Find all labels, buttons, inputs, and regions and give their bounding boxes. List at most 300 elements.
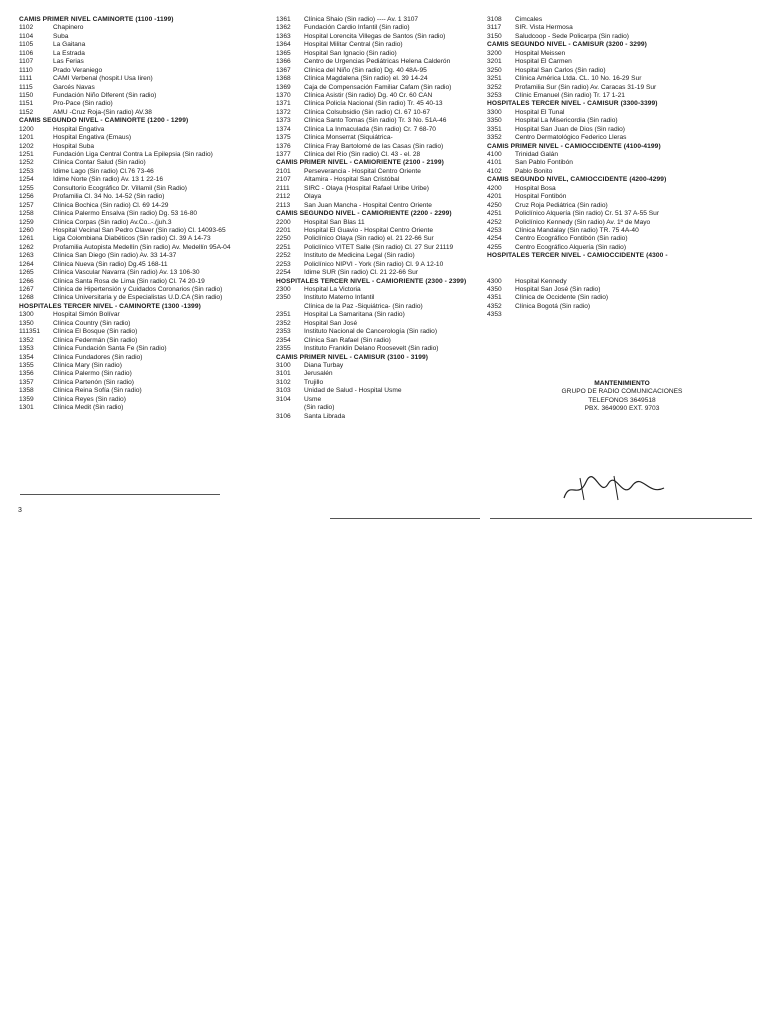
column-1 <box>19 16 269 413</box>
entry-code: 1369 <box>276 83 291 91</box>
entry-code: 1254 <box>19 176 34 184</box>
list-item <box>276 50 486 58</box>
entry-name: Clínica Nueva (Sin radio) Dg.45 168-11 <box>53 260 168 268</box>
entry-code: 3350 <box>487 117 502 125</box>
entry-name: Centro Dermatológico Federico Lleras <box>515 134 627 142</box>
entry-code: 1201 <box>19 134 34 142</box>
list-item <box>487 33 755 41</box>
list-item <box>19 24 269 32</box>
list-item <box>487 24 755 32</box>
entry-code: 1353 <box>19 345 34 353</box>
entry-code: 1374 <box>276 125 291 133</box>
entry-name: Clínica Monserrat (Siquiátrica- <box>304 134 393 142</box>
footer-rule-middle <box>330 518 480 519</box>
signature-scribble <box>560 470 670 506</box>
list-item <box>276 362 486 370</box>
entry-name: Garcés Navas <box>53 83 95 91</box>
entry-name: Clínica Mandalay (Sin radio) TR. 75 4A-40 <box>515 226 639 234</box>
entry-code: 2355 <box>276 345 291 353</box>
list-item <box>19 261 269 269</box>
entry-name: Altamira - Hospital San Cristóbal <box>304 176 400 184</box>
entry-name: Hospital La Misericordia (Sin radio) <box>515 117 618 125</box>
entry-name: Hospital Meissen <box>515 49 566 57</box>
list-item <box>487 134 755 142</box>
entry-code: 1261 <box>19 235 34 243</box>
list-item <box>487 227 755 235</box>
list-item <box>276 387 486 395</box>
entry-name: Hospital San Blas 11 <box>304 218 365 226</box>
entry-name: San Juan Mancha - Hospital Centro Oriente <box>304 201 432 209</box>
entry-code: 1258 <box>19 210 34 218</box>
entry-code: 1200 <box>19 125 34 133</box>
entry-name: Clínica del Río (Sin radio) Cl. 43 - el. 28 <box>304 151 421 158</box>
list-item <box>19 294 269 302</box>
entry-code: 1370 <box>276 91 291 99</box>
entry-name: Clínica San Rafael (Sin radio) <box>304 336 391 344</box>
list-item <box>19 33 269 41</box>
entry-code: 1110 <box>19 66 33 74</box>
list-item <box>276 185 486 193</box>
entry-code: 1367 <box>276 66 291 74</box>
list-item <box>276 67 486 75</box>
entry-code: 3150 <box>487 32 502 40</box>
entry-code: 1202 <box>19 142 34 150</box>
entry-code: 1357 <box>19 378 34 386</box>
list-item <box>487 311 755 319</box>
entry-name: Clínica de la Paz -Siquiátrica- (Sin radio) <box>304 302 423 310</box>
list-item <box>276 126 486 134</box>
entry-code: 4253 <box>487 226 502 234</box>
entry-code: 2112 <box>276 193 291 201</box>
list-item <box>487 235 755 243</box>
entry-code: 1352 <box>19 336 34 344</box>
entry-code: 1107 <box>19 58 34 66</box>
entry-name: Clínica Universitaria y de Especialistas U.D.CA (Sin radio) <box>53 294 223 302</box>
list-item <box>19 109 269 117</box>
entry-name: Hospital San José <box>304 319 358 327</box>
entry-name: Profamilia Autopista Medellín (Sin radio) Av. Medellín 95A-04 <box>53 243 231 251</box>
list-item <box>19 41 269 49</box>
entry-name: Clínica Reyes (Sin radio) <box>53 395 126 403</box>
entry-name: Policlínico Kennedy (Sin radio) Av. 1º de Mayo <box>515 218 651 226</box>
list-item <box>276 134 486 142</box>
entry-code: 1366 <box>276 58 291 66</box>
list-item <box>19 320 269 328</box>
entry-name: Clínica Bogotá (Sin radio) <box>515 302 591 310</box>
entry-code: 1256 <box>19 193 34 201</box>
entry-name: Instituto Materno Infantil <box>304 294 375 302</box>
list-item <box>276 227 486 235</box>
entry-code: 2200 <box>276 218 291 226</box>
entry-code: 1359 <box>19 395 34 403</box>
entry-name: Hospital Vecinal San Pedro Claver (Sin radio) Cl. 14093-65 <box>53 226 226 234</box>
list-item <box>19 75 269 83</box>
entry-name: Clínica Contar Salud (Sin radio) <box>53 159 146 167</box>
list-item <box>19 159 269 167</box>
entry-code: 1363 <box>276 32 291 40</box>
column-title: CAMIS PRIMER NIVEL CAMINORTE (1100 -1199) <box>19 16 174 23</box>
entry-name: Trinidad Galán <box>515 151 559 158</box>
list-item <box>276 202 486 210</box>
entry-code: 4352 <box>487 302 502 310</box>
list-item <box>19 278 269 286</box>
entry-name: Profamilia Sur (Sin radio) Av. Caracas 31-19 Sur <box>515 83 657 91</box>
entry-name: Idime SUR (Sin radio) Cl. 21 22-66 Sur <box>304 269 418 277</box>
entry-code: 1263 <box>19 252 34 260</box>
list-item <box>487 50 755 58</box>
list-item <box>276 320 486 328</box>
entry-code: 1365 <box>276 49 291 57</box>
blank-row <box>487 269 755 277</box>
entry-code: 3102 <box>276 378 291 386</box>
entry-code: 2101 <box>276 167 291 175</box>
entry-name: Clínica Medit (Sin radio) <box>53 404 124 412</box>
entry-name: Clínica Country (Sin radio) <box>53 319 131 327</box>
entry-code: 1259 <box>19 218 34 226</box>
entry-name: Usme <box>304 395 322 403</box>
entry-name: SIRC - Olaya (Hospital Rafael Uribe Uribe) <box>304 184 429 192</box>
entry-code: 2351 <box>276 311 291 319</box>
list-item <box>276 286 486 294</box>
list-item <box>19 202 269 210</box>
entry-name: AMU -Cruz Roja-(Sin radio) AV.38 <box>53 108 152 116</box>
list-item <box>19 311 269 319</box>
entry-name: Hospital Fontibón <box>515 193 567 201</box>
entry-name: Diana Turbay <box>304 361 344 369</box>
section-header: CAMIS SEGUNDO NIVEL - CAMISUR (3200 - 3299) <box>487 41 647 49</box>
entry-code: 3201 <box>487 58 502 66</box>
entry-name: Cimcales <box>515 16 543 23</box>
entry-name: Fundación Liga Central Contra La Epilepsia (Sin radio) <box>53 151 213 158</box>
list-item <box>19 269 269 277</box>
entry-name: Hospital Militar Central (Sin radio) <box>304 41 403 49</box>
entry-code: 3351 <box>487 125 502 133</box>
entry-code: 3253 <box>487 91 502 99</box>
list-item <box>276 303 486 311</box>
entry-code: 1264 <box>19 260 34 268</box>
section-header: CAMIS PRIMER NIVEL - CAMIOCCIDENTE (4100-4199) <box>487 142 661 150</box>
entry-code: 1361 <box>276 16 291 23</box>
section-header: HOSPITALES TERCER NIVEL - CAMINORTE (1300 -1399) <box>19 302 201 310</box>
entry-code: 1373 <box>276 117 291 125</box>
entry-code: 4101 <box>487 159 502 167</box>
entry-code: 2300 <box>276 286 291 293</box>
entry-name: Clínica de Hipertensión y Cuidados Coronarios (Sin radio) <box>53 286 223 293</box>
list-item <box>276 413 486 421</box>
list-item <box>19 151 269 159</box>
entry-name: Hospital San José (Sin radio) <box>515 286 601 293</box>
list-item <box>487 58 755 66</box>
entry-code: 1355 <box>19 361 34 369</box>
entry-name: San Pablo Fontibón <box>515 159 573 167</box>
list-item <box>19 134 269 142</box>
list-item <box>19 286 269 294</box>
list-item <box>276 109 486 117</box>
entry-code: 4351 <box>487 294 502 302</box>
footer-rule-right <box>490 518 752 519</box>
entry-name: Policlínico Alquería (Sin radio) Cr. 51 37 A-55 Sur <box>515 210 660 218</box>
entry-name: Hospital Lorencita Villegas de Santos (Sin radio) <box>304 32 446 40</box>
entry-name: Clínica América Ltda. CL. 10 No. 16-29 Sur <box>515 75 642 83</box>
list-item <box>487 16 755 24</box>
section-header: HOSPITALES TERCER NIVEL - CAMIORIENTE (2300 - 2399) <box>276 277 467 285</box>
entry-name: Idime Norte (Sin radio) Av. 13 1 22-16 <box>53 176 164 184</box>
entry-code: 2350 <box>276 294 291 302</box>
entry-code: 2250 <box>276 235 291 243</box>
list-item <box>276 100 486 108</box>
list-item <box>19 219 269 227</box>
entry-code: 1377 <box>276 151 291 158</box>
entry-name: Clínica Shaio (Sin radio) ---- Av. 1 3107 <box>304 16 419 23</box>
maintenance-title: MANTENIMIENTO <box>594 380 650 387</box>
list-item <box>276 143 486 151</box>
entry-code: 1105 <box>19 41 34 49</box>
section-header: HOSPITALES TERCER NIVEL - CAMIOCCIDENTE (4300 - <box>487 252 668 260</box>
entry-code: 3250 <box>487 66 502 74</box>
entry-name: Clínica Santa Rosa de Lima (Sin radio) Cl. 74 20-19 <box>53 277 205 285</box>
entry-name: Prado Veraniego <box>53 66 103 74</box>
list-item <box>487 286 755 294</box>
list-item <box>487 168 755 176</box>
entry-name: Hospital San Carlos (Sin radio) <box>515 66 606 74</box>
entry-code: 1267 <box>19 286 34 293</box>
list-item <box>276 370 486 378</box>
list-item <box>19 244 269 252</box>
entry-code: 3106 <box>276 412 291 420</box>
entry-code: 1152 <box>19 108 34 116</box>
maintenance-block <box>489 380 755 414</box>
entry-code: 1253 <box>19 167 34 175</box>
entry-name: Unidad de Salud - Hospital Usme <box>304 387 402 395</box>
entry-name: Clínica Federmán (Sin radio) <box>53 336 138 344</box>
entry-code: 1106 <box>19 49 34 57</box>
list-item <box>487 193 755 201</box>
entry-name: Clínica de Occidente (Sin radio) <box>515 294 609 302</box>
entry-code: 1376 <box>276 142 291 150</box>
entry-code: 1371 <box>276 100 291 108</box>
list-item <box>487 219 755 227</box>
entry-name: Chapinero <box>53 24 84 32</box>
entry-code: 1262 <box>19 243 34 251</box>
entry-code: 1257 <box>19 201 34 209</box>
list-item <box>276 58 486 66</box>
list-item <box>487 210 755 218</box>
list-item <box>19 176 269 184</box>
list-item <box>276 244 486 252</box>
entry-code: 3103 <box>276 387 291 395</box>
column-2 <box>276 16 486 421</box>
entry-code: 2252 <box>276 252 291 260</box>
list-item <box>19 404 269 412</box>
entry-name: Fundación Cardio Infantil (Sin radio) <box>304 24 410 32</box>
list-item <box>19 252 269 260</box>
list-item <box>19 227 269 235</box>
entry-name: Hospital El Guavio - Hospital Centro Oriente <box>304 226 433 234</box>
list-item <box>19 379 269 387</box>
entry-code: 4200 <box>487 184 502 192</box>
entry-code: 2353 <box>276 328 291 336</box>
entry-code: 2111 <box>276 184 290 192</box>
list-item <box>276 219 486 227</box>
list-item <box>276 75 486 83</box>
list-item <box>276 252 486 260</box>
list-item <box>276 33 486 41</box>
entry-name: Perseverancia - Hospital Centro Oriente <box>304 167 421 175</box>
entry-name: Santa Librada <box>304 412 346 420</box>
entry-code: 2201 <box>276 226 291 234</box>
entry-name: Hospital San Juan de Dios (Sin radio) <box>515 125 625 133</box>
list-item <box>19 370 269 378</box>
entry-code: 1255 <box>19 184 34 192</box>
entry-name: Idime Lago (Sin radio) Cl.76 73-46 <box>53 167 154 175</box>
entry-code: 1368 <box>276 75 291 83</box>
entry-name: SIR. Vista Hermosa <box>515 24 573 32</box>
entry-name: Clínica Mary (Sin radio) <box>53 361 122 369</box>
entry-name: Clínica Fundación Santa Fe (Sin radio) <box>53 345 167 353</box>
list-item <box>276 16 486 24</box>
entry-code: 3352 <box>487 134 502 142</box>
entry-name: Jerusalén <box>304 370 333 378</box>
entry-code: 2107 <box>276 176 291 184</box>
list-item <box>276 24 486 32</box>
entry-code: 2352 <box>276 319 291 327</box>
entry-name: Pablo Bonito <box>515 167 553 175</box>
entry-name: Clínica Asistir (Sin radio) Dg. 40 Cr. 60 CAN <box>304 91 433 99</box>
entry-name: La Estrada <box>53 49 85 57</box>
entry-code: 1115 <box>19 83 33 91</box>
list-item <box>487 151 755 159</box>
footer-rule-left <box>20 494 220 495</box>
entry-name: Centro Ecográfico Fontibón (Sin radio) <box>515 235 628 243</box>
entry-name: CAMI Verbenal (hospit.l Usa Iiren) <box>53 75 153 83</box>
entry-code: 3108 <box>487 16 502 23</box>
entry-name: Hospital Simón Bolívar <box>53 311 120 319</box>
list-item <box>276 92 486 100</box>
entry-name: Cruz Roja Pediátrica (Sin radio) <box>515 201 608 209</box>
list-item <box>276 168 486 176</box>
entry-name: Hospital La Samaritana (Sin radio) <box>304 311 405 319</box>
entry-name: Hospital Engativa (Emaus) <box>53 134 132 142</box>
page-number: 3 <box>18 507 22 514</box>
list-item <box>19 185 269 193</box>
entry-code: 1362 <box>276 24 291 32</box>
entry-code: 1354 <box>19 353 34 361</box>
section-header: CAMIS PRIMER NIVEL - CAMIORIENTE (2100 - 2199) <box>276 159 444 167</box>
entry-name: Hospital Suba <box>53 142 95 150</box>
list-item <box>19 337 269 345</box>
entry-code: 1372 <box>276 108 291 116</box>
entry-name: Clínic Emanuel (Sin radio) Tr. 17 1-21 <box>515 91 625 99</box>
entry-name: Clínica Fundadores (Sin radio) <box>53 353 143 361</box>
entry-name: Centro de Urgencias Pediátricas Helena Calderón <box>304 58 451 66</box>
list-item <box>487 126 755 134</box>
entry-code: 1268 <box>19 294 34 302</box>
entry-code: 4250 <box>487 201 502 209</box>
entry-name: Instituto Franklin Delano Roosevelt (Sin radio) <box>304 345 439 353</box>
entry-name: Clínica Magdalena (Sin radio) el. 39 14-24 <box>304 75 428 83</box>
list-item <box>19 143 269 151</box>
entry-name: Fundación Niño Dlferent (Sin radio) <box>53 91 157 99</box>
entry-name: La Gaitana <box>53 41 86 49</box>
entry-code: 1364 <box>276 41 291 49</box>
list-item <box>487 117 755 125</box>
list-item <box>487 303 755 311</box>
entry-code: 3117 <box>487 24 502 32</box>
entry-name: Centro Ecográfico Alquería (Sin radio) <box>515 243 627 251</box>
list-item <box>19 345 269 353</box>
entry-name: Clínica Palermo Ensalva (Sin radio) Dg. 53 16-80 <box>53 210 198 218</box>
list-item <box>487 278 755 286</box>
list-item <box>19 50 269 58</box>
section-header: CAMIS SEGUNDO NIVEL - CAMINORTE (1200 - 1299) <box>19 117 189 125</box>
entry-name: Caja de Compensación Familiar Cafam (Sin radio) <box>304 83 452 91</box>
list-item <box>276 337 486 345</box>
list-item <box>276 311 486 319</box>
entry-name: Clínica Colsubsidio (Sin radio) Cl. 67 10-67 <box>304 108 431 116</box>
blank-row <box>487 261 755 269</box>
list-item <box>19 328 269 336</box>
section-header: CAMIS SEGUNDO NIVEL - CAMIORIENTE (2200 - 2299) <box>276 210 452 218</box>
entry-code: 1151 <box>19 100 34 108</box>
entry-name: Hospital Engativa <box>53 125 105 133</box>
column-3 <box>487 16 755 320</box>
list-item <box>276 396 486 404</box>
entry-code: 1104 <box>19 32 34 40</box>
entry-name: Las Ferias <box>53 58 84 66</box>
entry-code: 4353 <box>487 311 502 319</box>
section-header: HOSPITALES TERCER NIVEL - CAMISUR (3300-3399) <box>487 100 658 108</box>
entry-name: Instituto de Medicina Legal (Sin radio) <box>304 252 415 260</box>
entry-name: Clínica Santo Tomas (Sin radio) Tr. 3 No. 51A-46 <box>304 117 447 125</box>
list-item <box>487 294 755 302</box>
list-item <box>487 244 755 252</box>
entry-name: Clínica Vascular Navarra (Sin radio) Av. 13 106-30 <box>53 269 200 277</box>
entry-name: Policlínico VITET Salle (Sin radio) Cl. 27 Sur 21119 <box>304 243 454 251</box>
list-item <box>487 202 755 210</box>
entry-name: Policlínico Olaya (Sin radio) el. 21 22-66 Sur <box>304 235 434 243</box>
entry-name: Liga Colombiana Diabéticos (Sin radio) Cl. 39 A 14-73 <box>53 235 211 243</box>
entry-code: 4251 <box>487 210 502 218</box>
entry-name: Hospital La Victoria <box>304 286 361 293</box>
list-item <box>487 109 755 117</box>
list-item <box>487 67 755 75</box>
list-item <box>19 84 269 92</box>
entry-name: Hospital Bosa <box>515 184 556 192</box>
entry-name: Consultorio Ecográfico Dr. Villamil (Sin Radio) <box>53 184 188 192</box>
entry-name: Instituto Nacional de Cancerología (Sin radio) <box>304 328 438 336</box>
list-item <box>19 58 269 66</box>
entry-code: 4255 <box>487 243 502 251</box>
entry-name: Suba <box>53 32 69 40</box>
entry-name: Hospital El Tunal <box>515 108 565 116</box>
list-item <box>276 193 486 201</box>
entry-name: Hospital San Ignacio (Sin radio) <box>304 49 397 57</box>
entry-code: 4201 <box>487 193 502 201</box>
list-item <box>276 235 486 243</box>
entry-code: 1301 <box>19 404 34 412</box>
entry-code: 1150 <box>19 91 34 99</box>
list-item <box>276 84 486 92</box>
section-header: CAMIS PRIMER NIVEL - CAMISUR (3100 - 3199) <box>276 353 429 361</box>
list-item <box>487 92 755 100</box>
entry-name: Trujillo <box>304 378 324 386</box>
list-item <box>276 379 486 387</box>
list-item <box>487 75 755 83</box>
list-item <box>19 126 269 134</box>
list-item <box>19 92 269 100</box>
entry-code: 4350 <box>487 286 502 293</box>
list-item <box>487 159 755 167</box>
